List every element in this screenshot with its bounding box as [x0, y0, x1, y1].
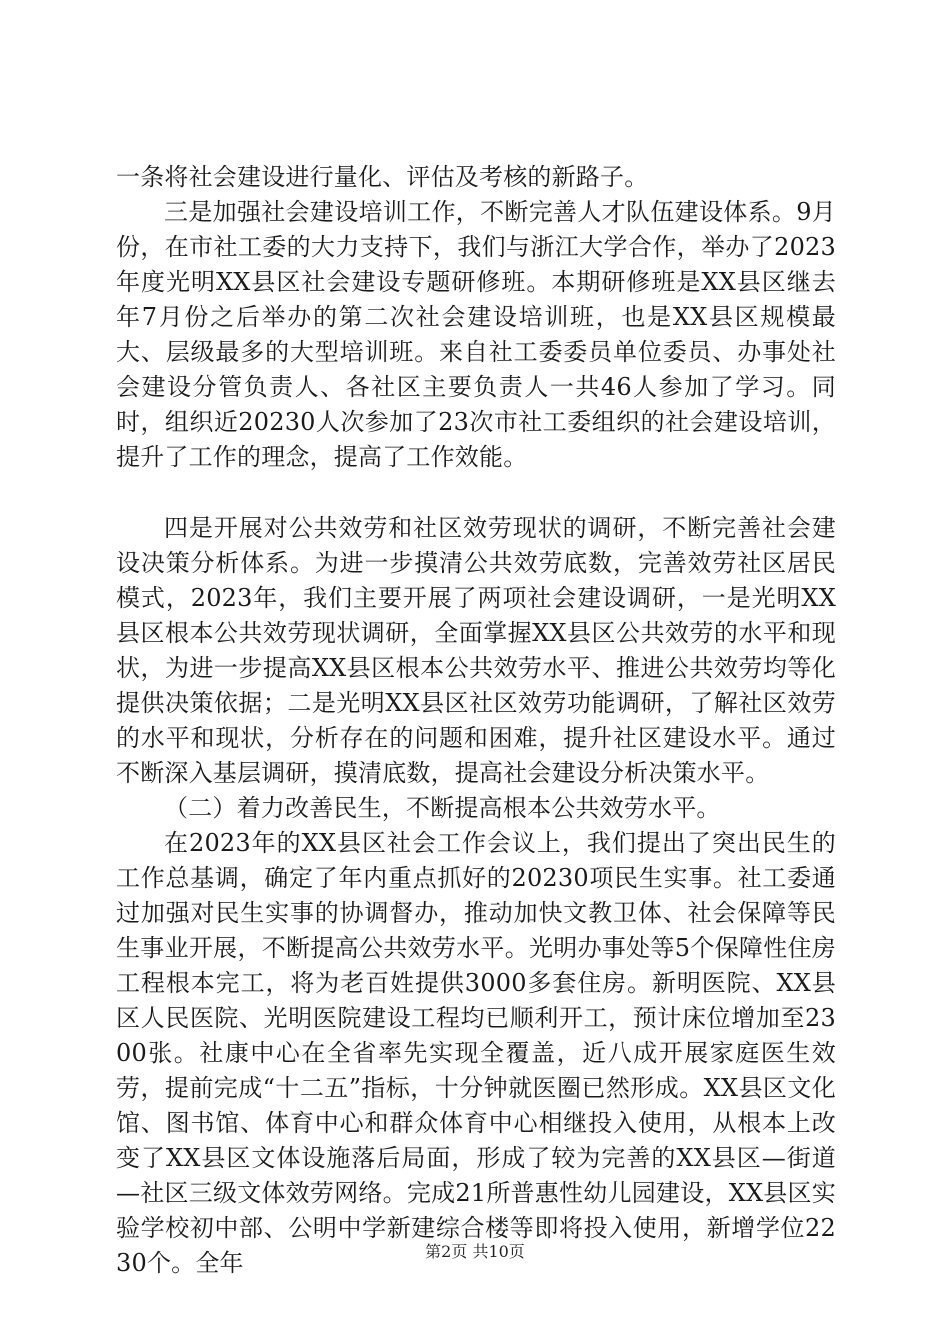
- paragraph: 三是加强社会建设培训工作，不断完善人才队伍建设体系。9月份，在市社工委的大力支持下，我们与浙江大学合作，举办了2023年度光明XX县区社会建设专题研修班。本期研修班是XX县区继去年7月份之后举办的第二次社会建设培训班，也是XX县区规模最大、层级最多的大型培训班。来自社工委委员单位委员、办事处社会建设分管负责人、各社区主要负责人一共46人参加了学习。同时，组织近20230人次参加了23次市社工委组织的社会建设培训，提升了工作的理念，提高了工作效能。: [116, 198, 836, 471]
- paragraph: 一条将社会建设进行量化、评估及考核的新路子。: [116, 163, 649, 191]
- paragraph-gap: [116, 475, 836, 511]
- section-heading: （二）着力改善民生，不断提高根本公共效劳水平。: [164, 794, 721, 822]
- paragraph: 四是开展对公共效劳和社区效劳现状的调研，不断完善社会建设决策分析体系。为进一步摸清公共效劳底数，完善效劳社区居民模式，2023年，我们主要开展了两项社会建设调研，一是光明XX县区根本公共效劳现状调研，全面掌握XX县区公共效劳的水平和现状，为进一步提高XX县区根本公共效劳水平、推进公共效劳均等化提供决策依据；二是光明XX县区社区效劳功能调研，了解社区效劳的水平和现状，分析存在的问题和困难，提升社区建设水平。通过不断深入基层调研，摸清底数，提高社会建设分析决策水平。: [116, 514, 836, 787]
- document-body: [116, 160, 836, 1281]
- page-number-footer: 第2页 共10页: [425, 1242, 525, 1261]
- paragraph: 在2023年的XX县区社会工作会议上，我们提出了突出民生的工作总基调，确定了年内重点抓好的20230项民生实事。社工委通过加强对民生实事的协调督办，推动加快文教卫体、社会保障等民生事业开展，不断提高公共效劳水平。光明办事处等5个保障性住房工程根本完工，将为老百姓提供3000多套住房。新明医院、XX县区人民医院、光明医院建设工程均已顺利开工，预计床位增加至2300张。社康中心在全省率先实现全覆盖，近八成开展家庭医生效劳，提前完成“十二五”指标，十分钟就医圈已然形成。XX县区文化馆、图书馆、体育中心和群众体育中心相继投入使用，从根本上改变了XX县区文体设施落后局面，形成了较为完善的XX县区—街道—社区三级文体效劳网络。完成21所普惠性幼儿园建设，XX县区实验学校初中部、公明中学新建综合楼等即将投入使用，新增学位2230个。全年: [116, 829, 836, 1277]
